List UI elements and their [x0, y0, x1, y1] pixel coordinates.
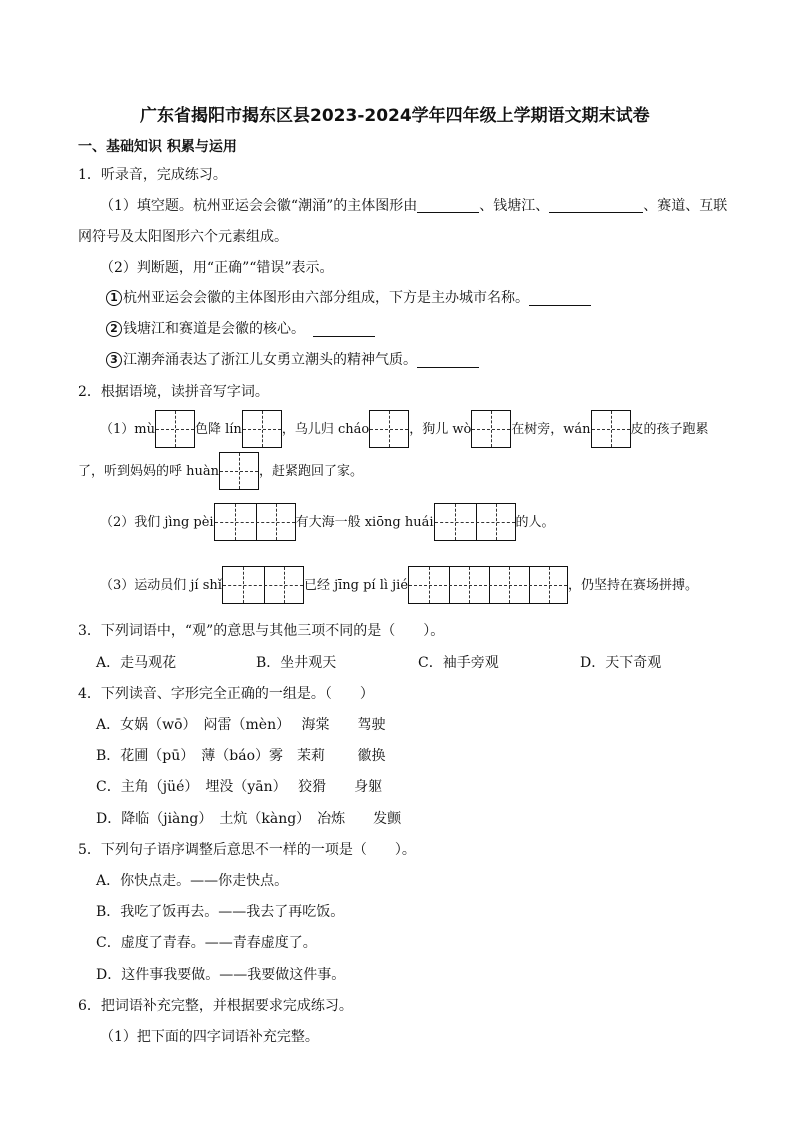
- judgement-item-text: 钱塘江和赛道是会徽的核心。: [123, 321, 305, 337]
- q1-p1-text-c: 、赛道、互联: [643, 198, 728, 214]
- answer-blank[interactable]: [313, 323, 375, 337]
- q2-text: 皮的孩子跑累: [630, 422, 709, 437]
- item-number-badge: 1: [106, 290, 122, 306]
- q4-option-b[interactable]: B．花圃（pū） 薄（báo）雾 茉莉 徽换: [96, 748, 386, 764]
- judgement-item-2: [106, 321, 375, 337]
- question-4-heading: 4．下列读音、字形完全正确的一组是。（ ）: [78, 686, 374, 702]
- q3-option-b[interactable]: B．坐井观天: [256, 655, 337, 671]
- q3-option-c[interactable]: C．袖手旁观: [418, 655, 499, 671]
- question-1-part-1: [100, 199, 727, 213]
- q1-p1-text-b: 、钱塘江、: [479, 198, 550, 214]
- tianzige-box-2[interactable]: [434, 503, 516, 541]
- answer-blank[interactable]: [529, 292, 591, 306]
- q2-line-2: [78, 452, 363, 490]
- answer-blank[interactable]: [417, 199, 479, 213]
- judgement-item-text: 杭州亚运会会徽的主体图形由六部分组成，下方是主办城市名称。: [123, 290, 529, 306]
- q3-option-d[interactable]: D．天下奇观: [580, 655, 662, 671]
- answer-blank[interactable]: [549, 199, 643, 213]
- q2-text: （1）mù: [100, 422, 155, 437]
- q2-text: ，乌儿归 cháo: [281, 422, 370, 437]
- q2-text: 了，听到妈妈的呼 huàn: [78, 464, 220, 479]
- tianzige-box[interactable]: [219, 452, 259, 490]
- judgement-item-3: [106, 352, 479, 368]
- q2-text: ，狗儿 wò: [409, 422, 472, 437]
- tianzige-box-2[interactable]: [214, 503, 296, 541]
- answer-blank[interactable]: [417, 354, 479, 368]
- q5-option-b[interactable]: B．我吃了饭再去。——我去了再吃饭。: [96, 904, 345, 920]
- item-number-badge: 3: [106, 352, 122, 368]
- item-number-badge: 2: [106, 321, 122, 337]
- question-1-part-2: （2）判断题，用“正确”“错误”表示。: [100, 260, 334, 276]
- page-title: 广东省揭阳市揭东区县2023-2024学年四年级上学期语文期末试卷: [140, 106, 650, 126]
- section-heading: 一、基础知识 积累与运用: [78, 139, 237, 155]
- q2-line-3: [100, 503, 555, 541]
- q2-text: （2）我们 jìng pèi: [100, 515, 214, 530]
- tianzige-box[interactable]: [471, 410, 511, 448]
- q4-option-d[interactable]: D．降临（jiàng） 土炕（kàng） 冶炼 发颤: [96, 811, 402, 827]
- q2-text: 有大海一般 xiōng huái: [295, 515, 434, 530]
- question-1-heading: 1．听录音，完成练习。: [78, 167, 227, 183]
- q5-option-d[interactable]: D．这件事我要做。——我要做这件事。: [96, 967, 346, 983]
- q2-text: ，赶紧跑回了家。: [259, 464, 364, 479]
- q5-option-c[interactable]: C．虚度了青春。——青春虚度了。: [96, 935, 317, 951]
- question-5-heading: 5．下列句子语序调整后意思不一样的一项是（ ）。: [78, 842, 416, 858]
- tianzige-box[interactable]: [591, 410, 631, 448]
- q2-text: 的人。: [515, 515, 555, 530]
- q5-option-a[interactable]: A．你快点走。——你走快点。: [96, 873, 289, 889]
- question-6-part-1: （1）把下面的四字词语补充完整。: [100, 1029, 319, 1045]
- q4-option-a[interactable]: A．女娲（wō） 闷雷（mèn） 海棠 驾驶: [96, 717, 386, 733]
- q2-text: 在树旁，wán: [511, 422, 591, 437]
- q2-line-4: [100, 566, 698, 604]
- tianzige-box-4[interactable]: [408, 566, 568, 604]
- tianzige-box[interactable]: [155, 410, 195, 448]
- judgement-item-text: 江潮奔涌表达了浙江儿女勇立潮头的精神气质。: [123, 352, 417, 368]
- question-6-heading: 6．把词语补充完整，并根据要求完成练习。: [78, 998, 353, 1014]
- q2-text: ，仍坚持在赛场拼搏。: [568, 578, 699, 593]
- q4-option-c[interactable]: C．主角（jüé） 埋没（yān） 狡猾 身躯: [96, 779, 383, 795]
- tianzige-box-2[interactable]: [222, 566, 304, 604]
- q2-line-1: [100, 410, 709, 448]
- q2-text: 已经 jīng pí lì jié: [303, 578, 409, 593]
- q1-p1-text-a: （1）填空题。杭州亚运会会徽“潮涌”的主体图形由: [100, 198, 418, 214]
- q2-text: （3）运动员们 jí shǐ: [100, 578, 222, 593]
- judgement-item-1: [106, 290, 591, 306]
- question-3-heading: 3．下列词语中，“观”的意思与其他三项不同的是（ ）。: [78, 623, 445, 639]
- tianzige-box[interactable]: [242, 410, 282, 448]
- question-2-heading: 2．根据语境，读拼音写字词。: [78, 384, 269, 400]
- q3-option-a[interactable]: A．走马观花: [96, 655, 177, 671]
- tianzige-box[interactable]: [369, 410, 409, 448]
- q1-p1-continuation: 网符号及太阳图形六个元素组成。: [78, 229, 288, 245]
- q2-text: 色降 lín: [194, 422, 242, 437]
